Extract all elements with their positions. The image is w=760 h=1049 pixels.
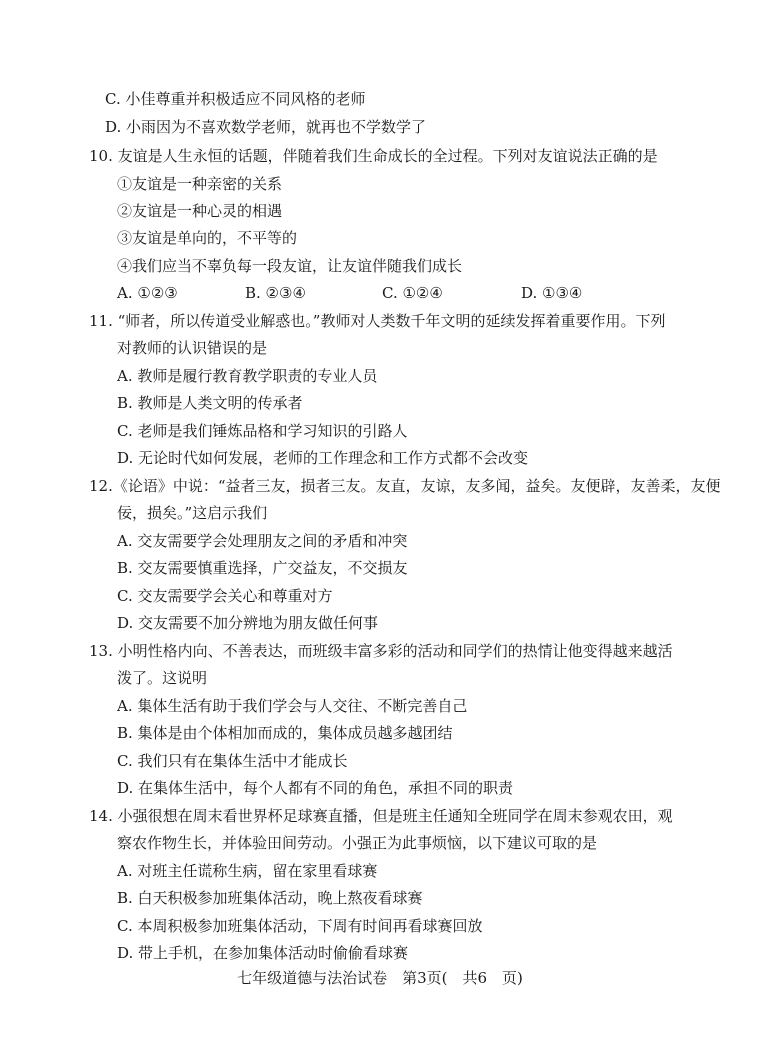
q13-option-c: C. 我们只有在集体生活中才能成长	[117, 752, 348, 770]
q10-item-1: ①友谊是一种亲密的关系	[117, 175, 283, 193]
q10-item-3: ③友谊是单向的，不平等的	[117, 229, 298, 247]
q11-option-b: B. 教师是人类文明的传承者	[117, 394, 303, 412]
q12-stem-line2: 佞，损矣。”这启示我们	[117, 504, 268, 522]
q13-stem-line2: 泼了。这说明	[117, 669, 208, 687]
q11-option-a: A. 教师是履行教育教学职责的专业人员	[117, 367, 378, 385]
q10-stem: 10. 友谊是人生永恒的话题，伴随着我们生命成长的全过程。下列对友谊说法正确的是	[89, 147, 658, 165]
q11-stem-line1: 11. “师者，所以传道受业解惑也。”教师对人类数千年文明的延续发挥着重要作用。下列	[89, 312, 666, 330]
q10-choice-c: C. ①②④	[382, 284, 443, 302]
q11-option-d: D. 无论时代如何发展，老师的工作理念和工作方式都不会改变	[117, 449, 529, 467]
q12-option-d: D. 交友需要不加分辨地为朋友做任何事	[117, 614, 379, 632]
q12-stem-line1: 12.《论语》中说：“益者三友，损者三友。友直，友谅，友多闻，益矣。友便辟，友善柔，友便	[89, 477, 721, 495]
q14-stem-line1: 14. 小强很想在周末看世界杯足球赛直播，但是班主任通知全班同学在周末参观农田，观	[89, 807, 673, 825]
q11-stem-line2: 对教师的认识错误的是	[117, 339, 268, 357]
q10-choices	[117, 283, 637, 303]
q12-option-b: B. 交友需要慎重选择，广交益友，不交损友	[117, 559, 408, 577]
q14-option-d: D. 带上手机，在参加集体活动时偷偷看球赛	[117, 944, 409, 962]
q14-option-b: B. 白天积极参加班集体活动，晚上熬夜看球赛	[117, 889, 423, 907]
q14-option-c: C. 本周积极参加班集体活动，下周有时间再看球赛回放	[117, 917, 483, 935]
q13-option-a: A. 集体生活有助于我们学会与人交往、不断完善自己	[117, 697, 468, 715]
q10-choice-b: B. ②③④	[245, 284, 306, 302]
prev-option-d: D. 小雨因为不喜欢数学老师，就再也不学数学了	[105, 118, 427, 136]
page-footer: 七年级道德与法治试卷 第3页( 共6 页)	[237, 969, 523, 987]
q12-option-a: A. 交友需要学会处理朋友之间的矛盾和冲突	[117, 532, 408, 550]
q10-item-4: ④我们应当不辜负每一段友谊，让友谊伴随我们成长	[117, 257, 463, 275]
prev-option-c: C. 小佳尊重并积极适应不同风格的老师	[105, 90, 366, 108]
q12-option-c: C. 交友需要学会关心和尊重对方	[117, 587, 333, 605]
q14-stem-line2: 察农作物生长，并体验田间劳动。小强正为此事烦恼，以下建议可取的是	[117, 834, 598, 852]
q13-option-b: B. 集体是由个体相加而成的，集体成员越多越团结	[117, 724, 453, 742]
q11-option-c: C. 老师是我们锤炼品格和学习知识的引路人	[117, 422, 408, 440]
q14-option-a: A. 对班主任谎称生病，留在家里看球赛	[117, 862, 378, 880]
q10-choice-a: A. ①②③	[117, 284, 178, 302]
q10-choice-d: D. ①③④	[521, 284, 583, 302]
q10-item-2: ②友谊是一种心灵的相遇	[117, 202, 283, 220]
q13-option-d: D. 在集体生活中，每个人都有不同的角色，承担不同的职责	[117, 779, 514, 797]
q13-stem-line1: 13. 小明性格内向、不善表达，而班级丰富多彩的活动和同学们的热情让他变得越来越活	[89, 642, 673, 660]
